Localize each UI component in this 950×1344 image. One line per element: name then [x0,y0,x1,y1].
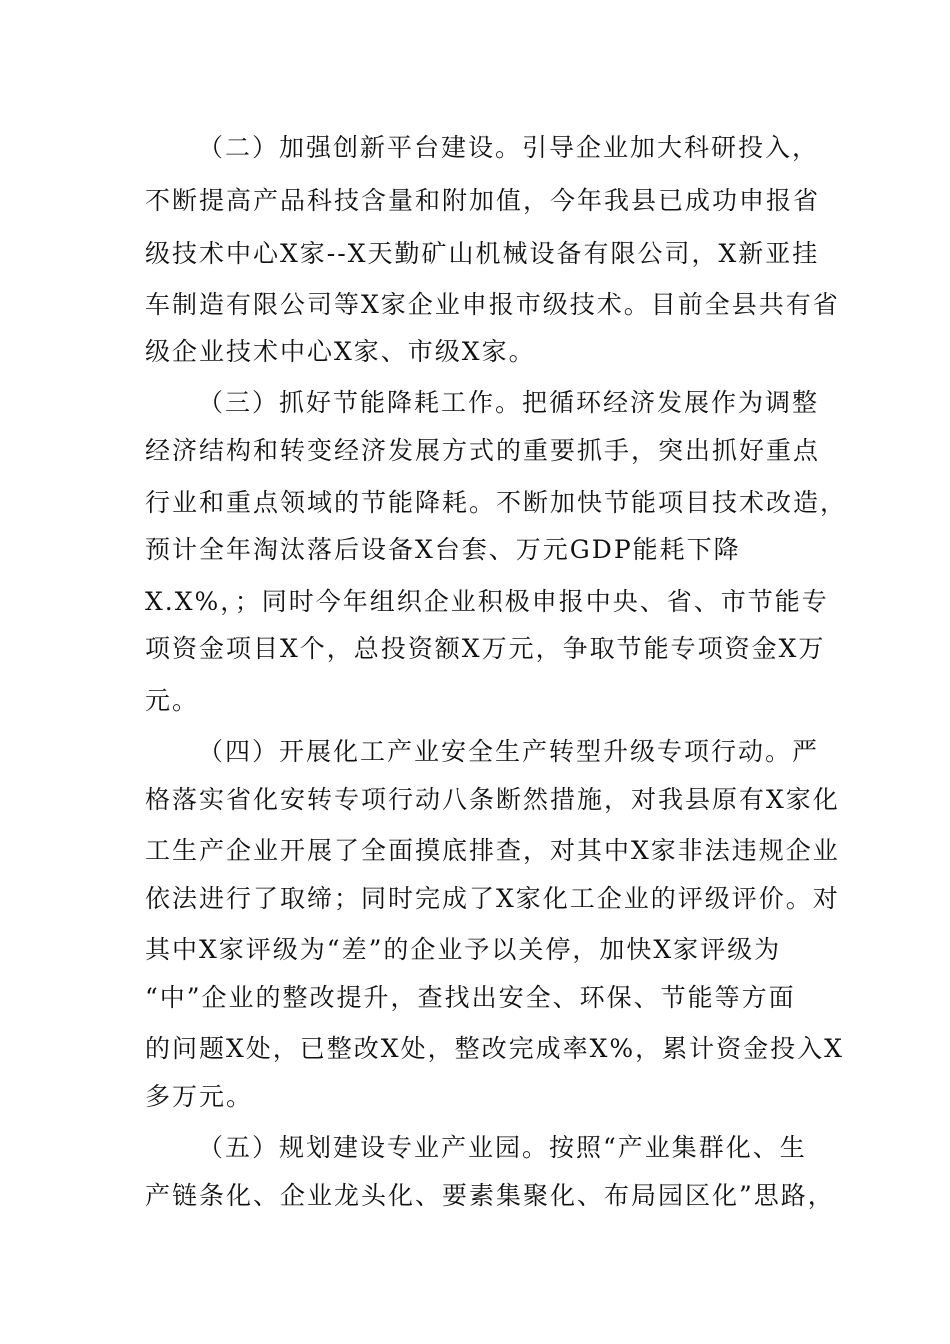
paragraph-2-line-7: 元。 [145,686,200,715]
paragraph-2-line-1: （三）抓好节能降耗工作。把循环经济发展作为调整 [198,388,820,417]
paragraph-3-line-7: 的问题X处，已整改X处，整改完成率X%，累计资金投入X [145,1034,844,1063]
paragraph-1-line-1: （二）加强创新平台建设。引导企业加大科研投入， [198,133,820,162]
paragraph-3-line-5: 其中X家评级为“差”的企业予以关停，加快X家评级为 [145,935,782,964]
paragraph-2-line-6: 项资金项目X个，总投资额X万元，争取节能专项资金X万 [145,634,826,663]
paragraph-1-line-5: 级企业技术中心X家、市级X家。 [145,337,536,366]
paragraph-2-line-5: X.X%，；同时今年组织企业积极申报中央、省、市节能专 [145,587,829,616]
paragraph-3-line-1: （四）开展化工产业安全生产转型升级专项行动。严 [198,737,820,766]
paragraph-3-line-3: 工生产企业开展了全面摸底排查，对其中X家非法违规企业 [145,836,840,865]
paragraph-1-line-2: 不断提高产品科技含量和附加值，今年我县已成功申报省 [145,186,821,215]
paragraph-4-line-1: （五）规划建设专业产业园。按照“产业集群化、生 [198,1133,807,1162]
paragraph-1-line-3: 级技术中心X家--X天勤矿山机械设备有限公司，X新亚挂 [145,239,820,268]
paragraph-2-line-4: 预计全年淘汰落后设备X台套、万元GDP能耗下降 [145,535,741,564]
paragraph-3-line-2: 格落实省化安转专项行动八条断然措施，对我县原有X家化 [145,785,840,814]
paragraph-2-line-3: 行业和重点领域的节能降耗。不断加快节能项目技术改造， [145,488,848,517]
paragraph-3-line-8: 多万元。 [145,1082,254,1111]
paragraph-1-line-4: 车制造有限公司等X家企业申报市级技术。目前全县共有省 [145,290,840,319]
paragraph-4-line-2: 产链条化、企业龙头化、要素集聚化、布局园区化”思路， [145,1181,835,1210]
paragraph-2-line-2: 经济结构和转变经济发展方式的重要抓手，突出抓好重点 [145,436,821,465]
paragraph-3-line-4: 依法进行了取缔；同时完成了X家化工企业的评级评价。对 [145,884,840,913]
paragraph-3-line-6: “中”企业的整改提升，查找出安全、环保、节能等方面 [145,983,796,1012]
